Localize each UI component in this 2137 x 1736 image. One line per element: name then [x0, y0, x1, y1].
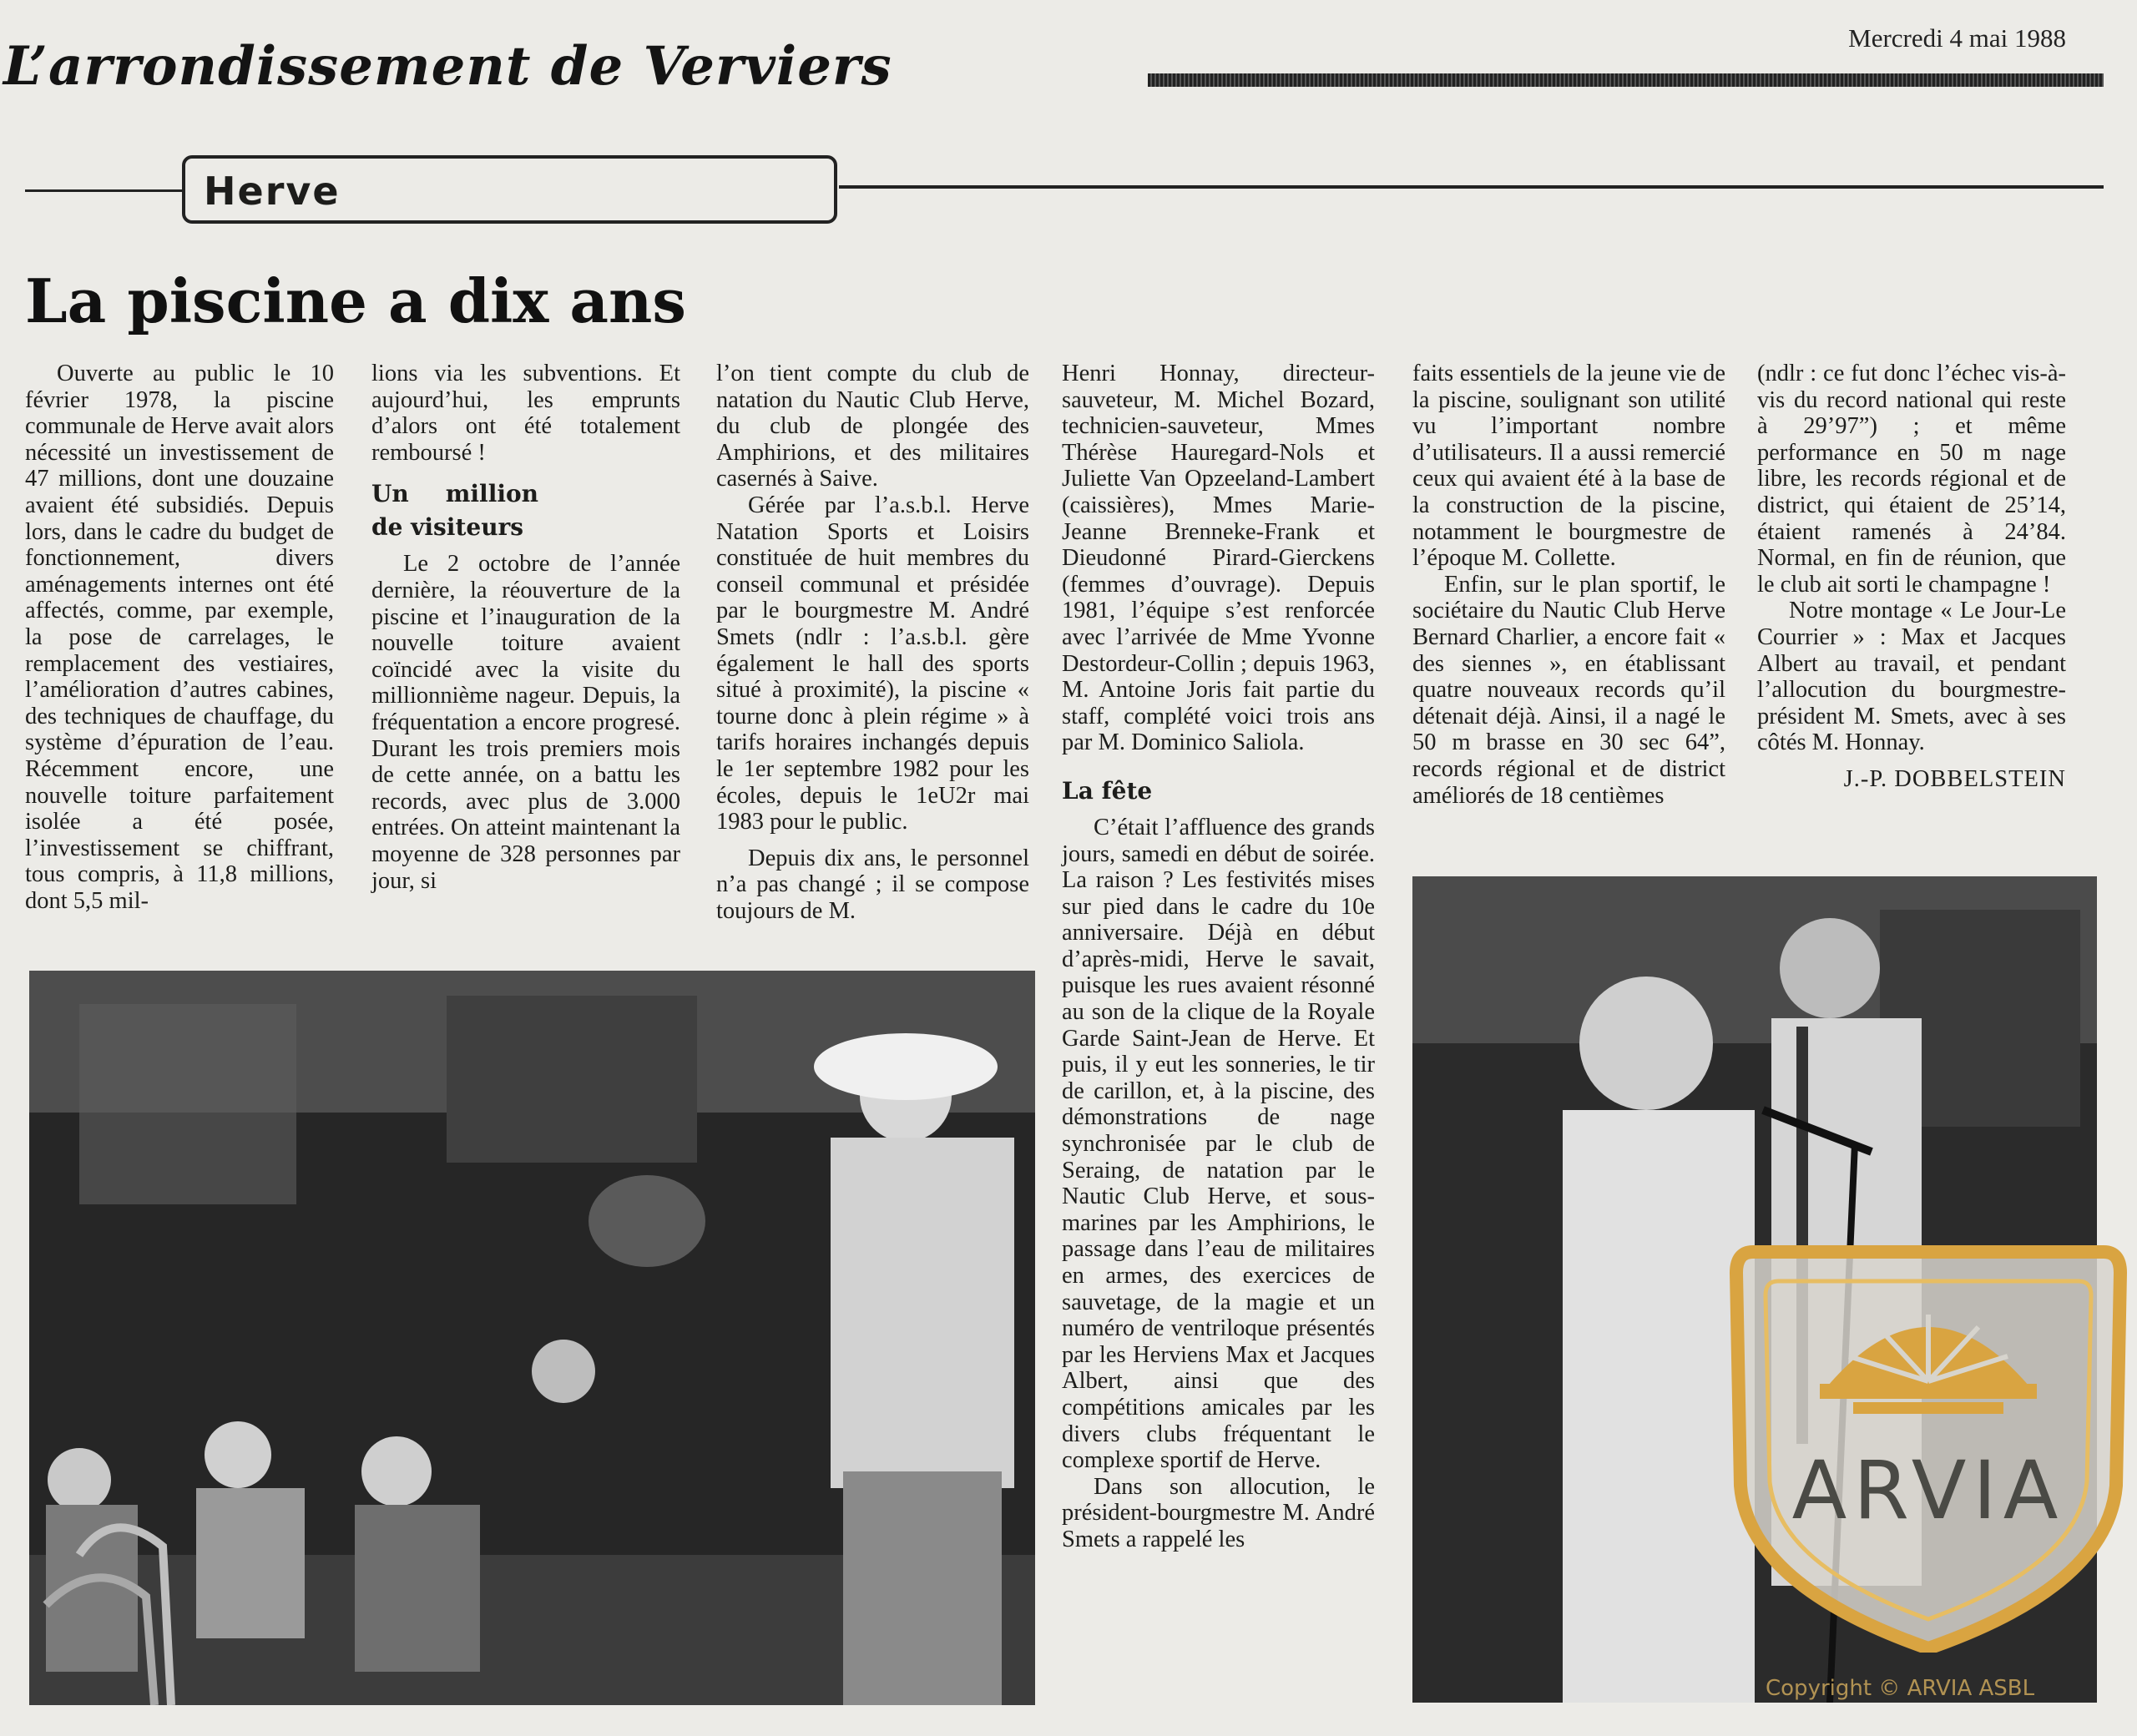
rubric-label: Herve [204, 169, 341, 214]
paragraph: lions via les subventions. Et aujourd’hui, les emprunts d’alors ont été totalement remboursé ! [371, 361, 680, 466]
article-column-2 [371, 361, 680, 894]
byline: J.-P. DOBBELSTEIN [1843, 765, 2066, 792]
article-column-3 [716, 361, 1029, 924]
article-column-5 [1412, 361, 1725, 809]
paragraph: Ouverte au public le 10 février 1978, la piscine communale de Herve avait alors nécessité un investissement de 47 millions, dont une douzaine avaient été subsidiés. Depuis lors, dans le cadre du budget de fonctionnement, divers aménagements internes ont été affectés, comme, par exemple, la pose de carrelages, le remplacement des vestiaires, l’amélioration d’autres cabines, des techniques de chauffage, du système d’épuration de l’eau. Récemment encore, une nouvelle toiture parfaitement isolée a été posée, l’investissement se chiffrant, tous compris, à 11,8 millions, dont 5,5 mil- [25, 361, 334, 914]
paragraph: faits essentiels de la jeune vie de la piscine, soulignant son utilité vu l’important nombre d’utilisateurs. Il a aussi remercié ceux qui avaient été à la base de la construction de la piscine, notamment le bourgmestre de l’époque M. Collette. [1412, 361, 1725, 572]
paragraph: l’on tient compte du club de natation du Nautic Club Herve, du club de plongée des Amphirions, et des militaires casernés à Saive. [716, 361, 1029, 492]
subheading-la-fete: La fête [1062, 776, 1153, 805]
rubric-rule-left [25, 189, 184, 192]
copyright-notice: Copyright © ARVIA ASBL [1766, 1676, 2035, 1701]
paragraph: Le 2 octobre de l’année dernière, la réouverture de la piscine et l’inauguration de la nouvelle toiture avaient coïncidé avec la visite du millionnième nageur. Depuis, la fréquentation a encore progresé. Durant les trois premiers mois de cette année, on a battu les records, avec plus de 3.000 entrées. On atteint maintenant la moyenne de 328 personnes par jour, si [371, 551, 680, 894]
rubric-box [182, 155, 837, 224]
article-column-4 [1062, 361, 1375, 1553]
paragraph: Enfin, sur le plan sportif, le sociétaire du Nautic Club Herve Bernard Charlier, a encore fait « des siennes », en établissant quatre nouveaux records qu’il détenait déjà. Ainsi, il a nagé le 50 m brasse en 30 sec 64”, records régional et de district améliorés de 18 centièmes [1412, 571, 1725, 809]
paragraph: Notre montage « Le Jour-Le Courrier » : Max et Jacques Albert au travail, et pendant l’allocution du bourgmestre-président M. Smets, avec à ses côtés M. Honnay. [1757, 598, 2066, 756]
paragraph: Depuis dix ans, le personnel n’a pas changé ; il se compose toujours de M. [716, 845, 1029, 924]
arvia-logo-watermark [1728, 1235, 2129, 1653]
section-title: L’arrondissement de Verviers [3, 35, 892, 98]
paragraph: Dans son allocution, le président-bourgmestre M. André Smets a rappelé les [1062, 1473, 1375, 1552]
article-column-6 [1757, 361, 2066, 793]
article-headline: La piscine a dix ans [25, 265, 686, 336]
paragraph: Gérée par l’a.s.b.l. Herve Natation Sports et Loisirs constituée de huit membres du conseil communal et présidée par le bourgmestre M. André Smets (ndlr : l’a.s.b.l. gère également le hall des sports situé à proximité), la piscine « tourne donc à plein régime » à tarifs horaires inchangés depuis le 1er septembre 1982 pour les écoles, depuis le 1eU2r mai 1983 pour le public. [716, 492, 1029, 835]
issue-date: Mercredi 4 mai 1988 [1848, 23, 2066, 53]
section-title-rule [1148, 73, 2104, 87]
arvia-logo-text: ARVIA [1791, 1444, 2065, 1537]
rubric-rule-right [839, 185, 2104, 189]
paragraph: Henri Honnay, directeur-sauveteur, M. Michel Bozard, technicien-sauveteur, Mmes Thérèse Hauregard-Nols et Juliette Van Opzeeland-Lambert (caissières), Mmes Marie-Jeanne Brenneke-Frank et Dieudonné Pirard-Gierckens (femmes d’ouvrage). Depuis 1981, l’équipe s’est renforcée avec l’arrivée de Mme Yvonne Destordeur-Collin ; depuis 1963, M. Antoine Joris fait partie du staff, complété voici trois ans par M. Dominico Saliola. [1062, 361, 1375, 756]
photo-ventriloquist-illustration [29, 971, 1035, 1705]
article-column-1 [25, 361, 334, 914]
photo-ventriloquist-with-children [29, 971, 1035, 1705]
subheading-million-visitors: Un million de visiteurs [371, 480, 538, 542]
paragraph: (ndlr : ce fut donc l’échec vis-à-vis du record national qui reste à 29’97”) ; et même performance en 50 m nage libre, les records régional et de district, qui étaient de 25’14, étaient ramenés à 24’84. Normal, en fin de réunion, que le club ait sorti le champagne ! [1757, 361, 2066, 598]
paragraph: C’était l’affluence des grands jours, samedi en début de soirée. La raison ? Les festivités mises sur pied dans le cadre du 10e anniversaire. Déjà en début d’après-midi, Herve le savait, puisque les rues avaient résonné au son de la clique de la Royale Garde Saint-Jean de Herve. Et puis, il y eut les sonneries, le tir de carillon, et, à la piscine, des démonstrations de nage synchronisée par le club de Seraing, de natation par le Nautic Club Herve, et sous-marines par les Amphirions, le passage dans l’eau de militaires en armes, des exercices de sauvetage, de la magie et un numéro de ventriloque présentés par les Herviens Max et Jacques Albert, ainsi que des compétitions amicales par les divers clubs fréquentant le complexe sportif de Herve. [1062, 814, 1375, 1474]
